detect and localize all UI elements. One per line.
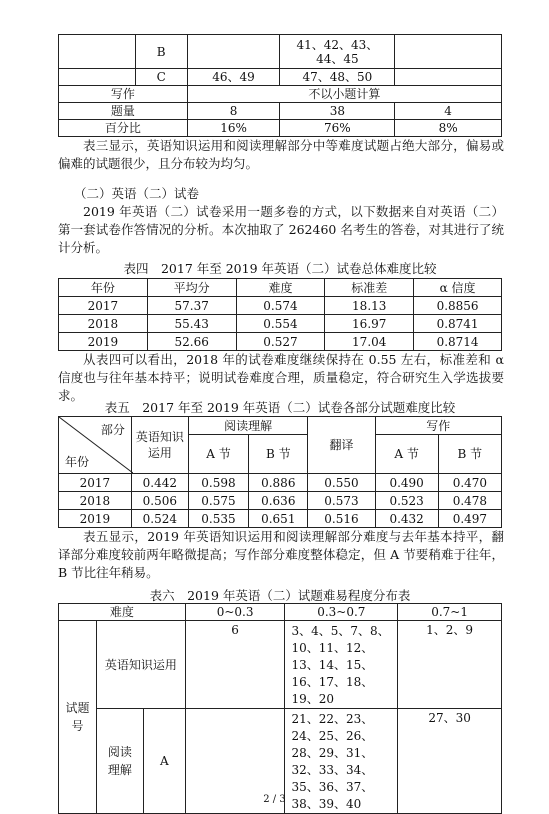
table-cell: B — [135, 35, 187, 69]
table-cell: 写作 — [59, 86, 188, 103]
table4 — [58, 278, 502, 351]
column-header: 年份 — [59, 279, 148, 297]
table-row — [59, 103, 502, 120]
paragraph: 表三显示，英语知识运用和阅读理解部分中等难度试题占绝大部分，偏易或偏难的试题很少，且分布较为均匀。 — [58, 138, 504, 171]
column-header: 翻译 — [308, 417, 375, 474]
diagonal-header-cell — [59, 417, 132, 474]
corner-bottom-label: 年份 — [65, 455, 90, 469]
column-header: 平均分 — [147, 279, 236, 297]
table-cell: 0.8714 — [414, 333, 502, 351]
table-header-row — [59, 604, 502, 621]
table-cell: 0.554 — [236, 315, 325, 333]
table-cell: 0.527 — [236, 333, 325, 351]
table-cell: 2017 — [59, 297, 148, 315]
table-cell: 57.37 — [147, 297, 236, 315]
table-cell: 0.523 — [375, 492, 438, 510]
table-header-row — [59, 279, 502, 297]
table-cell: 0.550 — [308, 474, 375, 492]
table-cell: 55.43 — [147, 315, 236, 333]
paragraph: 表五显示，2019 年英语知识运用和阅读理解部分难度与去年基本持平，翻译部分难度较前两年略微提高；写作部分难度整体稳定，但 A 节要稍难于往年，B 节比往年稍易。 — [58, 529, 504, 580]
table-cell: 2018 — [59, 315, 148, 333]
table-cell: 0.516 — [308, 510, 375, 528]
table-cell: 76% — [280, 120, 395, 137]
table-cell: 27、30 — [398, 709, 502, 814]
table-cell: 0.490 — [375, 474, 438, 492]
table-row — [59, 297, 502, 315]
table-cell: 38 — [280, 103, 395, 120]
row-header: A — [143, 709, 185, 814]
table-cell: 0.8741 — [414, 315, 502, 333]
table-row — [59, 120, 502, 137]
corner-top-label: 部分 — [100, 423, 125, 437]
table-row — [59, 86, 502, 103]
table-cell: 0.573 — [308, 492, 375, 510]
table-cell: 0.497 — [438, 510, 501, 528]
column-header: 难度 — [59, 604, 186, 621]
table-cell: 21、22、23、24、25、26、28、29、31、32、33、34、35、36、37、38、39、40 — [285, 709, 398, 814]
column-header: 0.3~0.7 — [285, 604, 398, 621]
table-cell: 0.478 — [438, 492, 501, 510]
column-header: 写作 — [375, 417, 501, 435]
column-header: B 节 — [438, 435, 501, 474]
table-cell: 0.506 — [131, 492, 188, 510]
table-cell: 0.575 — [188, 492, 248, 510]
table-row — [59, 315, 502, 333]
table-cell: 1、2、9 — [398, 621, 502, 709]
table-cell — [395, 35, 502, 69]
column-header: 英语知识运用 — [131, 417, 188, 474]
table-cell — [395, 69, 502, 86]
table-cell: 16% — [187, 120, 280, 137]
table-cell — [187, 35, 280, 69]
row-header: 试题号 — [59, 621, 97, 814]
column-header: α 信度 — [414, 279, 502, 297]
table-cell: 0.886 — [249, 474, 308, 492]
table-cell: 8 — [187, 103, 280, 120]
column-header: 难度 — [236, 279, 325, 297]
table-cell: 0.470 — [438, 474, 501, 492]
table-caption: 表五 2017 年至 2019 年英语（二）试卷各部分试题难度比较 — [104, 400, 456, 415]
table-cell: 不以小题计算 — [187, 86, 501, 103]
column-header: 标准差 — [325, 279, 414, 297]
table-cell: 18.13 — [325, 297, 414, 315]
table6 — [58, 603, 502, 814]
column-header: 阅读理解 — [188, 417, 308, 435]
table5 — [58, 416, 502, 528]
table-cell: 4 — [395, 103, 502, 120]
column-header: B 节 — [249, 435, 308, 474]
table-cell: 0.574 — [236, 297, 325, 315]
paragraph: 从表四可以看出，2018 年的试卷难度继续保持在 0.55 左右，标准差和 α 信度也与往年基本持平；说明试卷难度合理，质量稳定，符合研究生入学选拔要求。 — [58, 352, 504, 403]
table-cell: 41、42、43、44、45 — [280, 35, 395, 69]
table-cell: 0.8856 — [414, 297, 502, 315]
table-cell: 0.636 — [249, 492, 308, 510]
table-cell: 16.97 — [325, 315, 414, 333]
table-cell: 0.651 — [249, 510, 308, 528]
table-cell: 52.66 — [147, 333, 236, 351]
table-caption: 表四 2017 年至 2019 年英语（二）试卷总体难度比较 — [123, 261, 437, 276]
table-row — [59, 69, 502, 86]
table-row — [59, 333, 502, 351]
table-cell: 8% — [395, 120, 502, 137]
table-caption: 表六 2019 年英语（二）试题难易程度分布表 — [149, 588, 411, 603]
table-cell: C — [135, 69, 187, 86]
table-cell: 题量 — [59, 103, 188, 120]
table-row — [59, 35, 502, 69]
table-header-row — [59, 417, 502, 435]
table-cell: 17.04 — [325, 333, 414, 351]
table-cell: 2018 — [59, 492, 132, 510]
table-cell: 46、49 — [187, 69, 280, 86]
column-header: 0.7~1 — [398, 604, 502, 621]
table-cell: 2017 — [59, 474, 132, 492]
table-row — [59, 492, 502, 510]
section-heading: （二）英语（二）试卷 — [74, 186, 200, 201]
table-cell: 0.524 — [131, 510, 188, 528]
table3 — [58, 34, 502, 137]
table-cell: 47、48、50 — [280, 69, 395, 86]
column-header: 0~0.3 — [185, 604, 285, 621]
page-number: 2 / 3 — [263, 794, 286, 805]
row-header: 阅读理解 — [96, 709, 143, 814]
table-row — [59, 510, 502, 528]
paragraph: 2019 年英语（二）试卷采用一题多卷的方式，以下数据来自对英语（二）第一套试卷作答情况的分析。本次抽取了 262460 名考生的答卷，对其进行了统计分析。 — [58, 204, 504, 255]
table-cell: 3、4、5、7、8、10、11、12、13、14、15、16、17、18、19、20 — [285, 621, 398, 709]
table-row — [59, 474, 502, 492]
table-cell: 0.598 — [188, 474, 248, 492]
column-header: A 节 — [188, 435, 248, 474]
row-header: 英语知识运用 — [96, 621, 185, 709]
table-row — [59, 621, 502, 709]
table-cell: 2019 — [59, 510, 132, 528]
table-cell: 0.535 — [188, 510, 248, 528]
table-cell: 6 — [185, 621, 285, 709]
table-cell: 2019 — [59, 333, 148, 351]
table-cell: 0.432 — [375, 510, 438, 528]
table-cell: 0.442 — [131, 474, 188, 492]
table-cell: 百分比 — [59, 120, 188, 137]
column-header: A 节 — [375, 435, 438, 474]
